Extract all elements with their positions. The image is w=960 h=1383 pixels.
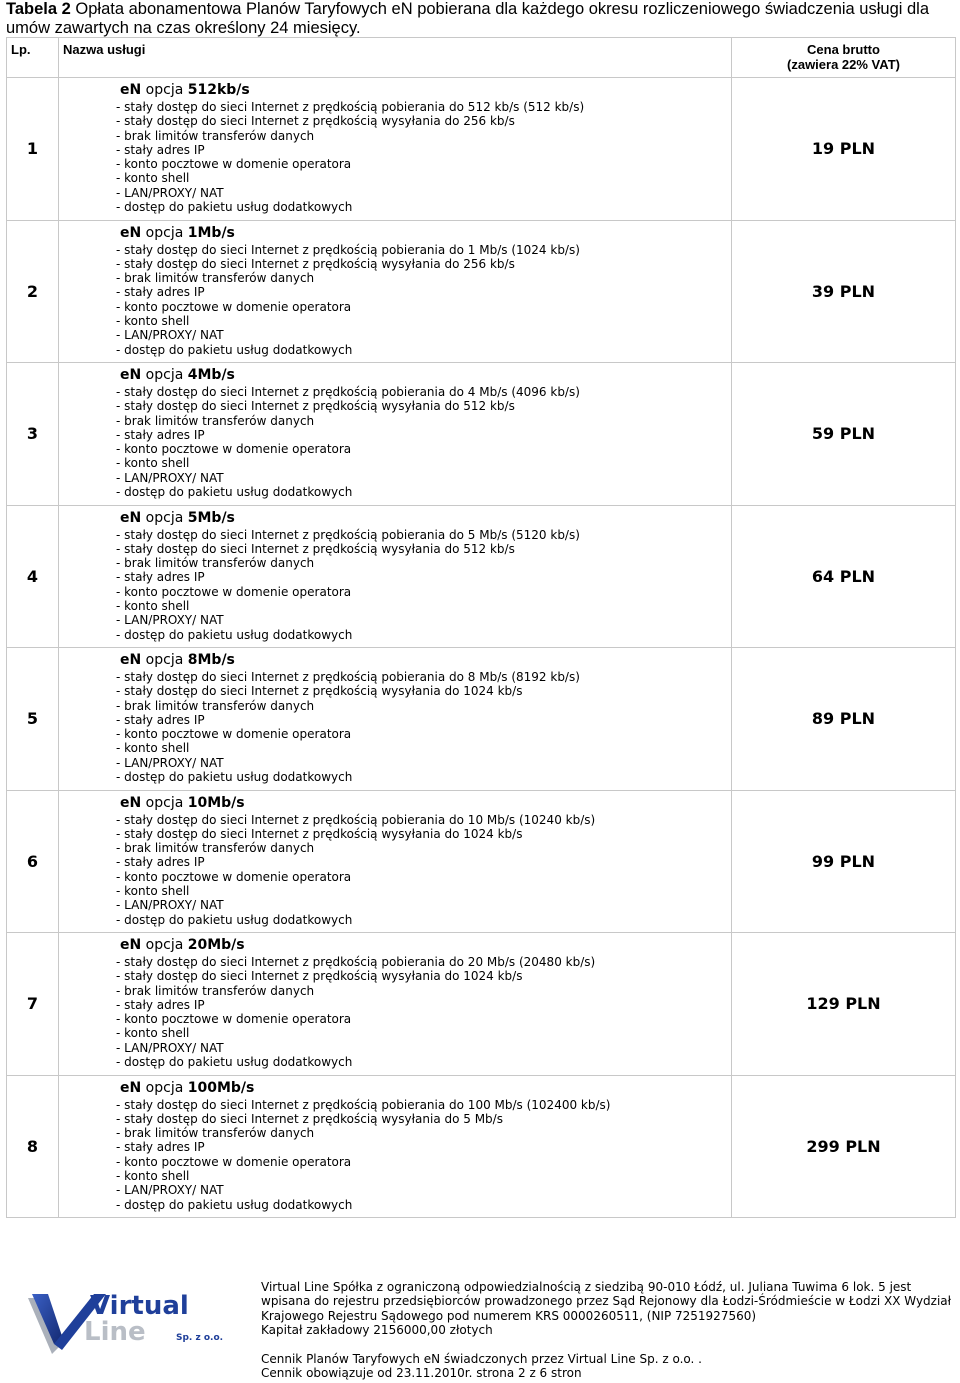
service-option-word: opcja bbox=[145, 652, 184, 668]
footer-line-2: wpisana do rejestru przedsiębiorców prowadzonego przez Sąd Rejonowy dla Łodzi-Śródmieście w Łodzi XX Wydział bbox=[261, 1294, 952, 1309]
feature-item: - dostęp do pakietu usług dodatkowych bbox=[116, 912, 353, 927]
price-cell: 19 PLN bbox=[732, 78, 956, 221]
service-cell bbox=[59, 1075, 732, 1218]
feature-item: - stały dostęp do sieci Internet z prędkością wysyłania do 1024 kb/s bbox=[116, 826, 523, 841]
table-body bbox=[7, 78, 956, 1218]
header-name: Nazwa usługi bbox=[59, 38, 732, 78]
service-title bbox=[120, 1080, 731, 1097]
row-number: 6 bbox=[7, 790, 59, 933]
feature-item: - konto pocztowe w domenie operatora bbox=[116, 1154, 352, 1169]
service-cell bbox=[59, 648, 732, 791]
service-brand: eN bbox=[120, 82, 142, 98]
feature-item: - stały dostęp do sieci Internet z prędkością wysyłania do 5 Mb/s bbox=[116, 1111, 503, 1126]
service-title bbox=[120, 367, 731, 384]
feature-item: - stały dostęp do sieci Internet z prędkością pobierania do 5 Mb/s (5120 kb/s) bbox=[116, 527, 580, 542]
feature-item: - dostęp do pakietu usług dodatkowych bbox=[116, 342, 353, 357]
feature-list bbox=[116, 1098, 731, 1212]
feature-item: - konto shell bbox=[116, 598, 190, 613]
feature-item: - konto shell bbox=[116, 1168, 190, 1183]
service-brand: eN bbox=[120, 224, 142, 241]
table-row bbox=[7, 505, 956, 648]
feature-item: - stały adres IP bbox=[116, 855, 205, 870]
feature-item: - stały adres IP bbox=[116, 712, 205, 727]
footer-line-3: Krajowego Rejestru Sądowego pod numerem KRS 0000260511, (NIP 7251927560) bbox=[261, 1308, 757, 1323]
service-option-word: opcja bbox=[145, 367, 184, 383]
feature-list bbox=[116, 243, 731, 357]
feature-list bbox=[116, 670, 731, 784]
service-title bbox=[120, 795, 731, 812]
service-brand: eN bbox=[120, 1079, 142, 1096]
footer-line-4: Kapitał zakładowy 2156000,00 złotych bbox=[261, 1323, 493, 1338]
feature-item: - konto pocztowe w domenie operatora bbox=[116, 869, 352, 884]
feature-item: - dostęp do pakietu usług dodatkowych bbox=[116, 1055, 353, 1070]
service-option-word: opcja bbox=[145, 509, 184, 526]
feature-item: - stały dostęp do sieci Internet z prędkością pobierania do 8 Mb/s (8192 kb/s) bbox=[116, 670, 580, 684]
feature-item: - brak limitów transferów danych bbox=[116, 841, 315, 856]
feature-item: - stały dostęp do sieci Internet z prędkością pobierania do 4 Mb/s (4096 kb/s) bbox=[116, 385, 580, 399]
feature-item: - stały adres IP bbox=[116, 997, 205, 1012]
row-number: 4 bbox=[7, 505, 59, 648]
header-price bbox=[732, 38, 956, 78]
service-brand: eN bbox=[120, 509, 142, 526]
row-number: 5 bbox=[7, 648, 59, 791]
service-title bbox=[120, 225, 731, 242]
feature-item: - LAN/PROXY/ NAT bbox=[116, 613, 224, 628]
feature-list bbox=[116, 100, 731, 214]
feature-item: - LAN/PROXY/ NAT bbox=[116, 898, 224, 913]
service-cell bbox=[59, 78, 732, 221]
feature-item: - brak limitów transferów danych bbox=[116, 128, 315, 143]
feature-item: - stały adres IP bbox=[116, 285, 205, 300]
feature-item: - brak limitów transferów danych bbox=[116, 271, 315, 286]
service-cell bbox=[59, 363, 732, 506]
feature-item: - stały adres IP bbox=[116, 1140, 205, 1155]
service-speed: 10Mb/s bbox=[187, 794, 245, 811]
feature-item: - konto pocztowe w domenie operatora bbox=[116, 157, 352, 172]
header-price-line1: Cena brutto bbox=[807, 42, 880, 57]
feature-item: - stały dostęp do sieci Internet z prędkością wysyłania do 512 kb/s bbox=[116, 541, 515, 556]
table-row bbox=[7, 220, 956, 363]
service-title bbox=[120, 510, 731, 527]
feature-item: - stały adres IP bbox=[116, 427, 205, 442]
logo-suffix: Sp. z o.o. bbox=[176, 1333, 224, 1343]
feature-item: - dostęp do pakietu usług dodatkowych bbox=[116, 1197, 353, 1212]
feature-item: - brak limitów transferów danych bbox=[116, 413, 315, 428]
feature-item: - LAN/PROXY/ NAT bbox=[116, 328, 224, 343]
service-option-word: opcja bbox=[145, 224, 184, 241]
service-brand: eN bbox=[120, 367, 142, 383]
feature-item: - stały dostęp do sieci Internet z prędkością wysyłania do 1024 kb/s bbox=[116, 969, 523, 984]
feature-item: - konto shell bbox=[116, 456, 190, 471]
feature-item: - konto shell bbox=[116, 1026, 190, 1041]
feature-item: - konto pocztowe w domenie operatora bbox=[116, 584, 352, 599]
footer-line-6: Cennik obowiązuje od 23.11.2010r. strona 2 z 6 stron bbox=[261, 1366, 582, 1381]
row-number: 8 bbox=[7, 1075, 59, 1218]
service-speed: 5Mb/s bbox=[187, 509, 235, 526]
feature-item: - brak limitów transferów danych bbox=[116, 556, 315, 571]
price-cell: 299 PLN bbox=[732, 1075, 956, 1218]
feature-item: - konto shell bbox=[116, 313, 190, 328]
service-cell bbox=[59, 933, 732, 1076]
table-row bbox=[7, 648, 956, 791]
logo-word-virtual: Virtual bbox=[90, 1291, 189, 1321]
feature-item: - stały dostęp do sieci Internet z prędkością pobierania do 100 Mb/s (102400 kb/s) bbox=[116, 1097, 611, 1112]
caption-text: Opłata abonamentowa Planów Taryfowych eN pobierana dla każdego okresu rozliczeniowego świadczenia usługi dla umów zawartych na czas określony 24 miesięcy. bbox=[6, 0, 930, 37]
service-speed: 100Mb/s bbox=[187, 1079, 255, 1096]
service-brand: eN bbox=[120, 937, 142, 953]
row-number: 2 bbox=[7, 220, 59, 363]
service-speed: 1Mb/s bbox=[187, 224, 235, 241]
table-row bbox=[7, 1075, 956, 1218]
service-speed: 20Mb/s bbox=[187, 937, 245, 953]
service-option-word: opcja bbox=[145, 937, 184, 953]
feature-list bbox=[116, 955, 731, 1069]
footer-line-1: Virtual Line Spółka z ograniczoną odpowiedzialnością z siedzibą 90-010 Łódź, ul. Juliana Tuwima 6 lok. 5 jest bbox=[261, 1280, 912, 1294]
feature-item: - LAN/PROXY/ NAT bbox=[116, 755, 224, 770]
feature-item: - LAN/PROXY/ NAT bbox=[116, 1040, 224, 1055]
virtual-line-logo bbox=[24, 1284, 232, 1358]
feature-item: - stały dostęp do sieci Internet z prędkością pobierania do 20 Mb/s (20480 kb/s) bbox=[116, 955, 596, 969]
service-title bbox=[120, 82, 731, 99]
service-brand: eN bbox=[120, 794, 142, 811]
feature-item: - stały dostęp do sieci Internet z prędkością wysyłania do 512 kb/s bbox=[116, 399, 515, 414]
logo-word-line: Line bbox=[84, 1317, 146, 1347]
price-cell: 64 PLN bbox=[732, 505, 956, 648]
feature-item: - dostęp do pakietu usług dodatkowych bbox=[116, 770, 353, 785]
feature-item: - brak limitów transferów danych bbox=[116, 983, 315, 998]
feature-item: - konto pocztowe w domenie operatora bbox=[116, 727, 352, 742]
row-number: 3 bbox=[7, 363, 59, 506]
price-cell: 89 PLN bbox=[732, 648, 956, 791]
feature-item: - brak limitów transferów danych bbox=[116, 1126, 315, 1141]
service-title bbox=[120, 937, 731, 954]
feature-item: - dostęp do pakietu usług dodatkowych bbox=[116, 627, 353, 642]
feature-item: - konto pocztowe w domenie operatora bbox=[116, 1012, 352, 1027]
table-row bbox=[7, 363, 956, 506]
service-cell bbox=[59, 220, 732, 363]
service-brand: eN bbox=[120, 652, 142, 668]
feature-item: - stały adres IP bbox=[116, 570, 205, 585]
feature-item: - brak limitów transferów danych bbox=[116, 698, 315, 713]
feature-list bbox=[116, 385, 731, 499]
feature-item: - konto pocztowe w domenie operatora bbox=[116, 442, 352, 457]
caption-label: Tabela 2 bbox=[6, 0, 71, 18]
row-number: 1 bbox=[7, 78, 59, 221]
service-option-word: opcja bbox=[145, 1079, 184, 1096]
feature-item: - dostęp do pakietu usług dodatkowych bbox=[116, 485, 353, 500]
price-cell: 99 PLN bbox=[732, 790, 956, 933]
feature-item: - stały dostęp do sieci Internet z prędkością wysyłania do 256 kb/s bbox=[116, 256, 515, 271]
table-row bbox=[7, 790, 956, 933]
tariff-table bbox=[6, 37, 956, 1218]
footer-line-5: Cennik Planów Taryfowych eN świadczonych przez Virtual Line Sp. z o.o. . bbox=[261, 1351, 702, 1366]
service-speed: 4Mb/s bbox=[187, 367, 235, 383]
header-price-line2: (zawiera 22% VAT) bbox=[787, 57, 900, 72]
table-caption bbox=[6, 0, 946, 38]
price-cell: 59 PLN bbox=[732, 363, 956, 506]
feature-item: - konto shell bbox=[116, 741, 190, 756]
feature-list bbox=[116, 813, 731, 927]
feature-item: - dostęp do pakietu usług dodatkowych bbox=[116, 200, 353, 215]
feature-item: - LAN/PROXY/ NAT bbox=[116, 1183, 224, 1198]
footer-text bbox=[261, 1280, 953, 1380]
table-row bbox=[7, 933, 956, 1076]
feature-item: - stały dostęp do sieci Internet z prędkością pobierania do 10 Mb/s (10240 kb/s) bbox=[116, 812, 596, 827]
table-row bbox=[7, 78, 956, 221]
feature-item: - stały adres IP bbox=[116, 142, 205, 157]
table-header-row bbox=[7, 38, 956, 78]
service-speed: 8Mb/s bbox=[187, 652, 235, 668]
header-lp: Lp. bbox=[7, 38, 59, 78]
feature-item: - stały dostęp do sieci Internet z prędkością pobierania do 1 Mb/s (1024 kb/s) bbox=[116, 242, 580, 257]
feature-item: - stały dostęp do sieci Internet z prędkością wysyłania do 1024 kb/s bbox=[116, 684, 523, 699]
service-cell bbox=[59, 790, 732, 933]
service-option-word: opcja bbox=[145, 794, 184, 811]
service-speed: 512kb/s bbox=[187, 82, 250, 98]
feature-item: - LAN/PROXY/ NAT bbox=[116, 185, 224, 200]
feature-item: - LAN/PROXY/ NAT bbox=[116, 470, 224, 485]
price-cell: 39 PLN bbox=[732, 220, 956, 363]
price-cell: 129 PLN bbox=[732, 933, 956, 1076]
service-option-word: opcja bbox=[145, 82, 184, 98]
feature-item: - konto shell bbox=[116, 171, 190, 186]
service-cell bbox=[59, 505, 732, 648]
feature-item: - konto pocztowe w domenie operatora bbox=[116, 299, 352, 314]
row-number: 7 bbox=[7, 933, 59, 1076]
feature-item: - stały dostęp do sieci Internet z prędkością pobierania do 512 kb/s (512 kb/s) bbox=[116, 100, 585, 114]
service-title bbox=[120, 652, 731, 669]
feature-list bbox=[116, 528, 731, 642]
feature-item: - konto shell bbox=[116, 883, 190, 898]
feature-item: - stały dostęp do sieci Internet z prędkością wysyłania do 256 kb/s bbox=[116, 114, 515, 129]
